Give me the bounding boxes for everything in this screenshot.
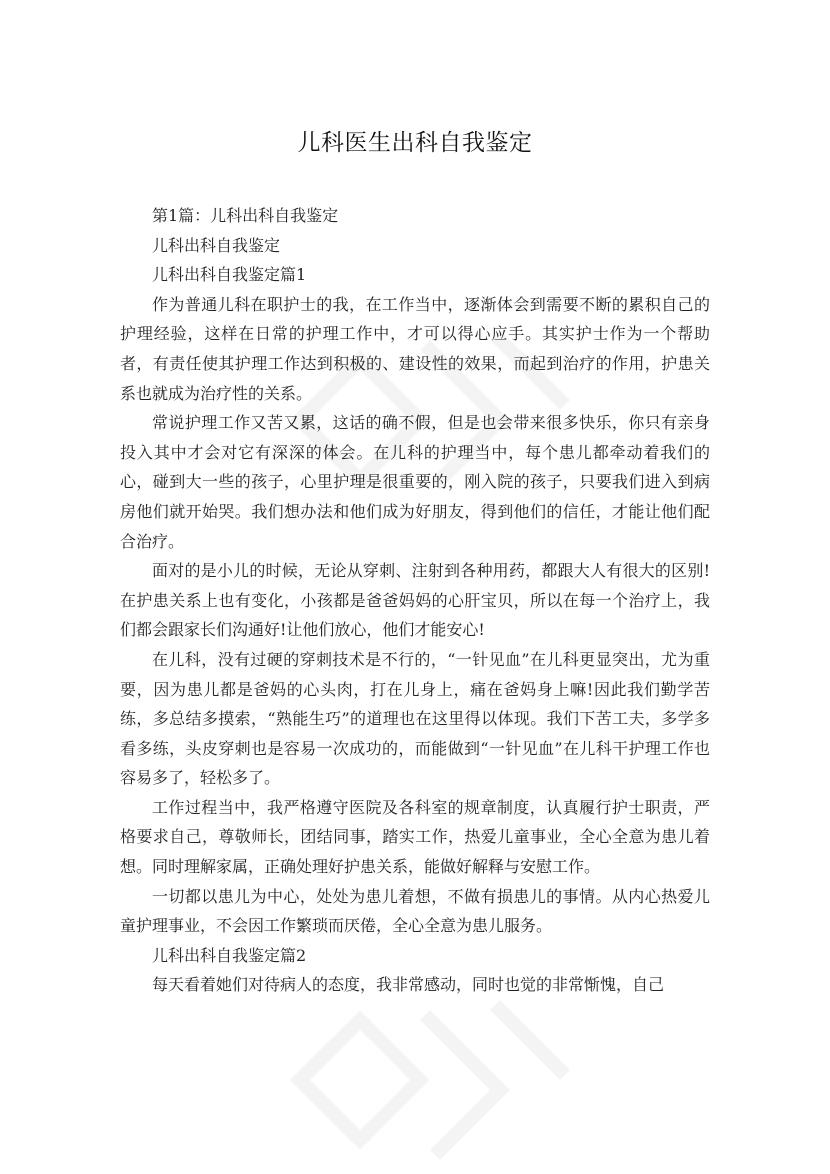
body-paragraph: 在儿科，没有过硬的穿刺技术是不行的，“一针见血”在儿科更显突出，尤为重要，因为患儿都是爸妈的心头肉，打在儿身上，痛在爸妈身上嘛!因此我们勤学苦练，多总结多摸索，“熟能生巧”的道理也在这里得以体现。我们下苦工夫，多学多看多练，头皮穿刺也是容易一次成功的，而能做到“一针见血”在儿科干护理工作也容易多了，轻松多了。 <box>120 649 710 788</box>
body-paragraph: 面对的是小儿的时候，无论从穿刺、注射到各种用药，都跟大人有很大的区别!在护患关系上也有变化，小孩都是爸爸妈妈的心肝宝贝，所以在每一个治疗上，我们都会跟家长们沟通好!让他们放心，他们才能安心! <box>120 561 710 640</box>
body-paragraph: 一切都以患儿为中心，处处为患儿着想，不做有损患儿的事情。从内心热爱儿童护理事业，不会因工作繁琐而厌倦，全心全意为患儿服务。 <box>120 886 710 936</box>
article-heading: 儿科出科自我鉴定篇1 <box>152 265 307 285</box>
body-paragraph: 工作过程当中，我严格遵守医院及各科室的规章制度，认真履行护士职责，严格要求自己，尊敬师长，团结同事，踏实工作，热爱儿童事业，全心全意为患儿着想。同时理解家属，正确处理好护患关系，能做好解释与安慰工作。 <box>120 797 710 877</box>
body-paragraph: 每天看着她们对待病人的态度，我非常感动，同时也觉的非常惭愧，自己 <box>152 975 665 995</box>
body-paragraph: 作为普通儿科在职护士的我，在工作当中，逐渐体会到需要不断的累积自己的护理经验，这样在日常的护理工作中，才可以得心应手。其实护士作为一个帮助者，有责任使其护理工作达到积极的、建设性的效果，而起到治疗的作用，护患关系也就成为治疗性的关系。 <box>120 294 710 403</box>
sub-heading: 儿科出科自我鉴定 <box>152 235 281 255</box>
document-title: 儿科医生出科自我鉴定 <box>297 130 533 156</box>
section-heading: 第1篇：儿科出科自我鉴定 <box>152 206 339 225</box>
watermark-stroke <box>300 1020 420 1140</box>
body-paragraph: 常说护理工作又苦又累，这话的确不假，但是也会带来很多快乐，你只有亲身投入其中才会对它有深深的体会。在儿科的护理当中，每个患儿都牵动着我们的心，碰到大一些的孩子，心里护理是很重要的，刚入院的孩子，只要我们进入到病房他们就开始哭。我们想办法和他们成为好朋友，得到他们的信任，才能让他们配合治疗。 <box>120 413 710 551</box>
document-body <box>120 201 710 1000</box>
article-heading: 儿科出科自我鉴定篇2 <box>152 945 307 965</box>
watermark-stroke <box>430 1020 500 1150</box>
watermark-stroke <box>500 1010 560 1070</box>
